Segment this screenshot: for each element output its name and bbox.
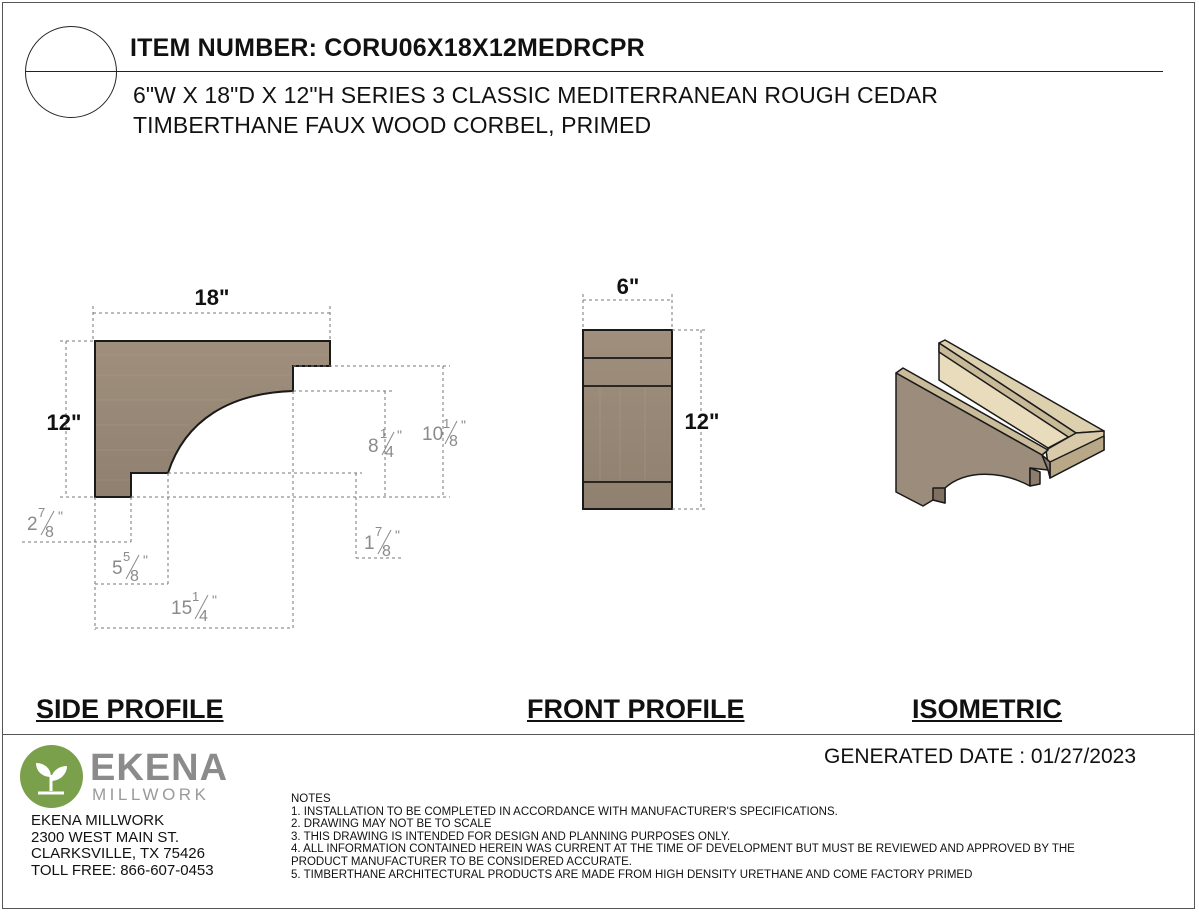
note-item: 3. THIS DRAWING IS INTENDED FOR DESIGN AND PLANNING PURPOSES ONLY.	[291, 830, 731, 843]
svg-text:": "	[212, 592, 217, 608]
notes-block	[291, 793, 1075, 881]
notes-title: NOTES	[291, 793, 331, 805]
dim-10-1-8	[422, 416, 466, 450]
svg-text:8: 8	[368, 436, 379, 457]
svg-text:7: 7	[38, 505, 46, 520]
dim-15-1-4	[171, 589, 217, 625]
address-line: CLARKSVILLE, TX 75426	[31, 845, 205, 862]
logo-name: EKENA	[90, 747, 229, 789]
svg-text:8: 8	[45, 524, 54, 541]
svg-text:8: 8	[449, 433, 458, 450]
note-item: 5. TIMBERTHANE ARCHITECTURAL PRODUCTS ARE MADE FROM HIGH DENSITY URETHANE AND COME FACTORY PRIMED	[291, 868, 973, 881]
generated-date: GENERATED DATE : 01/27/2023	[824, 745, 1137, 768]
svg-text:1: 1	[364, 533, 375, 554]
note-item: PRODUCT MANUFACTURER TO BE CONSIDERED ACCURATE.	[291, 855, 632, 868]
front-profile-drawing	[583, 274, 719, 509]
description-line-1: 6"W X 18"D X 12"H SERIES 3 CLASSIC MEDITERRANEAN ROUGH CEDAR	[133, 82, 939, 108]
svg-text:4: 4	[199, 608, 208, 625]
isometric-drawing	[896, 340, 1104, 506]
dim-8-1-4	[368, 426, 402, 461]
side-profile-label: SIDE PROFILE	[36, 694, 224, 724]
address-line: 2300 WEST MAIN ST.	[31, 828, 180, 846]
address-line: EKENA MILLWORK	[31, 812, 165, 829]
svg-text:": "	[143, 552, 148, 568]
description-line-2: TIMBERTHANE FAUX WOOD CORBEL, PRIMED	[133, 112, 652, 138]
side-profile-drawing	[22, 285, 466, 630]
svg-text:": "	[461, 417, 466, 433]
svg-text:": "	[397, 427, 402, 443]
svg-text:10: 10	[422, 424, 444, 445]
company-address	[31, 813, 214, 879]
side-width-label: 18"	[194, 285, 230, 310]
footer-divider	[2, 734, 1195, 735]
svg-text:7: 7	[375, 524, 383, 539]
front-profile-label: FRONT PROFILE	[527, 694, 745, 724]
svg-text:": "	[395, 527, 400, 543]
front-height-label: 12"	[684, 409, 720, 434]
note-item: 4. ALL INFORMATION CONTAINED HEREIN WAS CURRENT AT THE TIME OF DEVELOPMENT BUT MUST BE REVIEWED AND APPROVED BY THE	[291, 843, 1075, 856]
svg-text:1: 1	[380, 426, 388, 441]
leaf-icon	[20, 745, 83, 808]
front-width-label: 6"	[616, 274, 640, 299]
dim-2-7-8	[27, 505, 63, 541]
side-height-label: 12"	[46, 410, 82, 435]
address-line: TOLL FREE: 866-607-0453	[31, 861, 214, 879]
note-item: 2. DRAWING MAY NOT BE TO SCALE	[291, 818, 492, 831]
svg-text:1: 1	[443, 416, 451, 431]
svg-text:8: 8	[130, 568, 139, 585]
logo-subtitle: MILLWORK	[92, 785, 210, 804]
svg-text:5: 5	[123, 549, 131, 564]
note-item: 1. INSTALLATION TO BE COMPLETED IN ACCORDANCE WITH MANUFACTURER'S SPECIFICATIONS.	[291, 805, 838, 818]
side-profile-shape	[95, 341, 330, 497]
isometric-label: ISOMETRIC	[912, 694, 1063, 724]
svg-text:": "	[58, 508, 63, 524]
dim-5-5-8	[112, 549, 148, 585]
svg-text:15: 15	[171, 598, 193, 619]
dim-1-7-8	[364, 524, 400, 560]
svg-text:1: 1	[192, 589, 200, 604]
item-number: ITEM NUMBER: CORU06X18X12MEDRCPR	[130, 34, 645, 62]
svg-text:4: 4	[385, 444, 394, 461]
logo-badge	[20, 745, 83, 808]
svg-text:2: 2	[27, 514, 38, 535]
svg-text:8: 8	[382, 543, 391, 560]
svg-text:5: 5	[112, 558, 123, 579]
